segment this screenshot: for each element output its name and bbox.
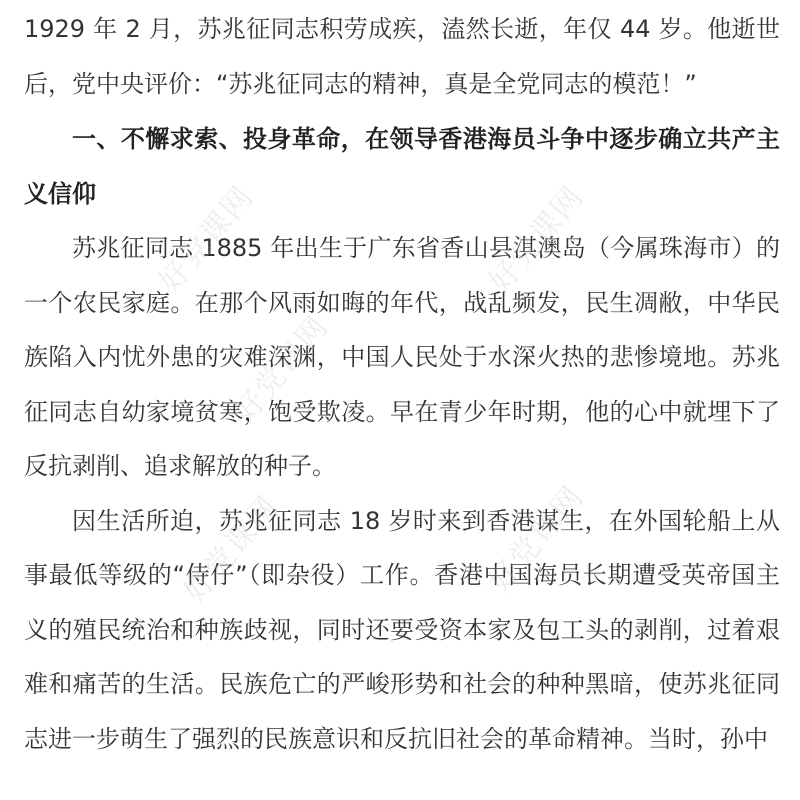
paragraph-early-life: 苏兆征同志 1885 年出生于广东省香山县淇澳岛（今属珠海市）的一个农民家庭。在那个风雨如晦的年代，战乱频发，民生凋敝，中华民族陷入内忧外患的灾难深渊，中国人民处于水深火热的悲惨境地。苏兆征同志自幼家境贫寒，饱受欺凌。早在青少年时期，他的心中就埋下了反抗剥削、追求解放的种子。: [24, 234, 780, 480]
document-page: [24, 0, 780, 766]
paragraph-hong-kong: 因生活所迫，苏兆征同志 18 岁时来到香港谋生，在外国轮船上从事最低等级的“侍仔”（即杂役）工作。香港中国海员长期遭受英帝国主义的殖民统治和种族歧视，同时还要受资本家及包工头的剥削，过着艰难和痛苦的生活。民族危亡的严峻形势和社会的种种黑暗，使苏兆征同志进一步萌生了强烈的民族意识和反抗旧社会的革命精神。当时，孙中: [24, 506, 780, 753]
watermark: 好党课网: [227, 308, 337, 430]
paragraph-intro: 1929 年 2 月，苏兆征同志积劳成疾，溘然长逝，年仅 44 岁。他逝世后，党中央评价：“苏兆征同志的精神，真是全党同志的模范！”: [24, 15, 780, 98]
watermark: 好党课网: [177, 488, 287, 610]
watermark: 好党课网: [482, 478, 592, 600]
watermark: 好党课网: [152, 178, 262, 300]
watermark: 好党课网: [482, 178, 592, 300]
section-heading: 一、不懈求索、投身革命，在领导香港海员斗争中逐步确立共产主义信仰: [24, 125, 780, 208]
